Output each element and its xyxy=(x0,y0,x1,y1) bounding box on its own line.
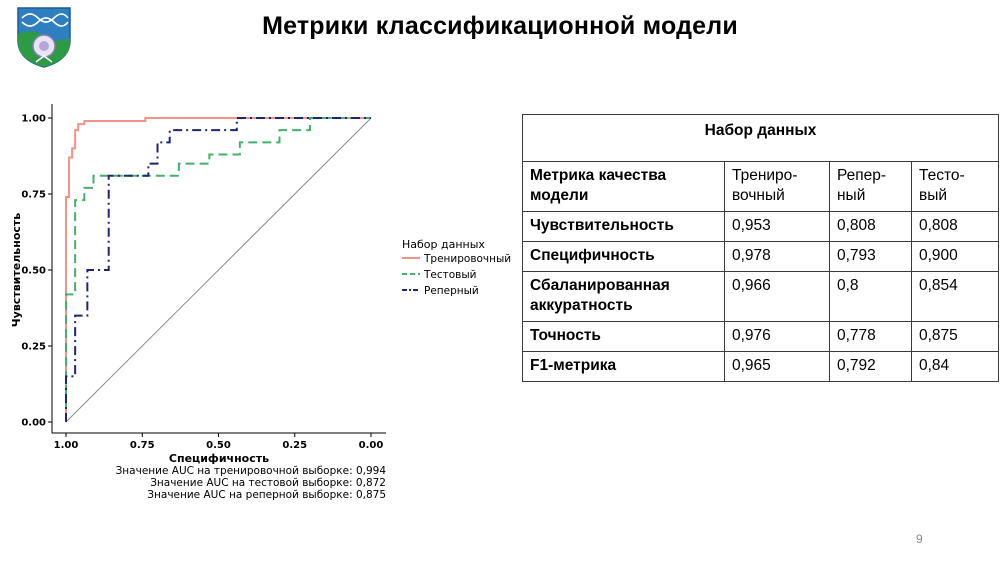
y-tick-label: 0.75 xyxy=(21,189,46,201)
row-metric-name: F1-метрика xyxy=(523,352,725,382)
cell-reference: 0,8 xyxy=(830,272,912,322)
table-row xyxy=(523,322,999,352)
y-tick-label: 0.50 xyxy=(21,265,46,277)
y-tick-label: 0.00 xyxy=(21,417,46,429)
metrics-table xyxy=(522,114,999,382)
auc-train-note: Значение AUC на тренировочной выборке: 0,994 xyxy=(115,465,386,477)
y-axis-label: Чувствительность xyxy=(10,212,23,328)
auc-reference-note: Значение AUC на реперной выборке: 0,875 xyxy=(147,489,386,501)
x-tick-label: 0.75 xyxy=(129,440,155,451)
column-header-train: Трениро-вочный xyxy=(725,162,830,212)
y-tick-label: 1.00 xyxy=(21,113,46,125)
legend-label: Тренировочный xyxy=(424,253,512,265)
table-row xyxy=(523,242,999,272)
cell-reference: 0,808 xyxy=(830,212,912,242)
roc-chart xyxy=(0,100,520,510)
x-tick-label: 0.50 xyxy=(206,440,231,451)
cell-reference: 0,793 xyxy=(830,242,912,272)
cell-test: 0,808 xyxy=(912,212,999,242)
cell-test: 0,854 xyxy=(912,272,999,322)
legend xyxy=(402,238,511,297)
page-title: Метрики классификационной модели xyxy=(262,12,738,40)
cell-test: 0,900 xyxy=(912,242,999,272)
auc-notes xyxy=(90,465,386,501)
x-tick-label: 0.00 xyxy=(358,440,384,451)
cell-train: 0,978 xyxy=(725,242,830,272)
column-header-metric: Метрика качества модели xyxy=(523,162,725,212)
cell-test: 0,84 xyxy=(912,352,999,382)
table-row xyxy=(523,272,999,322)
cell-test: 0,875 xyxy=(912,322,999,352)
auc-test-note: Значение AUC на тестовой выборке: 0,872 xyxy=(150,477,386,489)
diagonal-reference-line xyxy=(66,118,371,422)
cell-train: 0,953 xyxy=(725,212,830,242)
column-header-reference: Репер-ный xyxy=(830,162,912,212)
cell-reference: 0,778 xyxy=(830,322,912,352)
x-tick-label: 1.00 xyxy=(53,440,79,451)
legend-title: Набор данных xyxy=(402,238,485,251)
table-group-header: Набор данных xyxy=(523,115,999,162)
table-header-row xyxy=(523,162,999,212)
table-row xyxy=(523,352,999,382)
legend-label: Тестовый xyxy=(424,269,477,281)
legend-label: Реперный xyxy=(424,285,479,297)
cell-train: 0,976 xyxy=(725,322,830,352)
table-group-row xyxy=(523,115,999,162)
row-metric-name: Сбаланированная аккуратность xyxy=(523,272,725,322)
row-metric-name: Чувствительность xyxy=(523,212,725,242)
page-number: 9 xyxy=(916,532,923,546)
row-metric-name: Специфичность xyxy=(523,242,725,272)
x-axis-label: Специфичность xyxy=(168,452,270,465)
x-tick-label: 0.25 xyxy=(282,440,308,451)
column-header-test: Тесто-вый xyxy=(912,162,999,212)
row-metric-name: Точность xyxy=(523,322,725,352)
cell-reference: 0,792 xyxy=(830,352,912,382)
table-row xyxy=(523,212,999,242)
y-tick-label: 0.25 xyxy=(21,341,46,353)
cell-train: 0,966 xyxy=(725,272,830,322)
cell-train: 0,965 xyxy=(725,352,830,382)
